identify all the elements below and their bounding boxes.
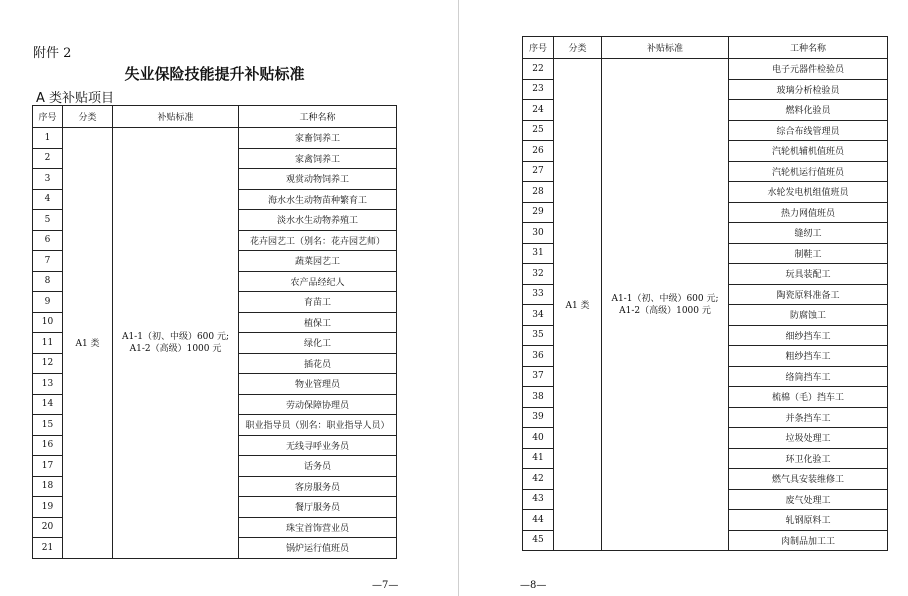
job-name: 梳棉（毛）挡车工 [729,387,888,408]
row-number: 9 [33,292,63,313]
row-number: 20 [33,517,63,538]
row-number: 44 [523,510,554,531]
standard-line: A1-1（初、中级）600 元; [121,331,230,342]
row-number: 32 [523,264,554,285]
table-row [523,59,888,80]
table-row [33,128,397,149]
job-name: 燃气具安装维修工 [729,469,888,490]
job-name: 育苗工 [239,292,397,313]
annex-label: 附件 2 [33,46,72,61]
section-heading: A 类补贴项目 [36,91,115,106]
job-name: 粗纱挡车工 [729,346,888,367]
job-name: 花卉园艺工（别名：花卉园艺师） [239,230,397,251]
job-name: 海水水生动物苗种繁育工 [239,189,397,210]
row-number: 13 [33,374,63,395]
subsidy-table-page-2 [522,36,888,551]
job-name: 家禽饲养工 [239,148,397,169]
header-no: 序号 [33,106,63,128]
table-header-row [33,106,397,128]
row-number: 24 [523,100,554,121]
row-number: 4 [33,189,63,210]
page-divider [458,0,459,596]
row-number: 45 [523,530,554,551]
row-number: 11 [33,333,63,354]
job-name: 综合布线管理员 [729,120,888,141]
row-number: 17 [33,456,63,477]
header-category: 分类 [554,37,602,59]
job-name: 并条挡车工 [729,407,888,428]
row-number: 41 [523,448,554,469]
row-number: 27 [523,161,554,182]
row-number: 15 [33,415,63,436]
standard-line: A1-2（高级）1000 元 [619,305,711,316]
header-standard: 补贴标准 [602,37,729,59]
row-number: 1 [33,128,63,149]
row-number: 36 [523,346,554,367]
category-cell: A1 类 [554,59,602,551]
row-number: 18 [33,476,63,497]
page-number: —8— [520,580,547,591]
job-name: 物业管理员 [239,374,397,395]
job-name: 燃料化验员 [729,100,888,121]
row-number: 34 [523,305,554,326]
row-number: 26 [523,141,554,162]
job-name: 农产品经纪人 [239,271,397,292]
row-number: 35 [523,325,554,346]
job-name: 水轮发电机组值班员 [729,182,888,203]
subsidy-table-page-1 [32,105,397,559]
job-name: 锅炉运行值班员 [239,538,397,559]
job-name: 植保工 [239,312,397,333]
row-number: 5 [33,210,63,231]
standard-line: A1-2（高级）1000 元 [129,343,222,354]
row-number: 33 [523,284,554,305]
job-name: 细纱挡车工 [729,325,888,346]
job-name: 玩具装配工 [729,264,888,285]
row-number: 42 [523,469,554,490]
job-name: 玻璃分析检验员 [729,79,888,100]
row-number: 37 [523,366,554,387]
job-name: 观赏动物饲养工 [239,169,397,190]
header-job: 工种名称 [239,106,397,128]
job-name: 职业指导员（别名：职业指导人员） [239,415,397,436]
row-number: 29 [523,202,554,223]
row-number: 23 [523,79,554,100]
row-number: 38 [523,387,554,408]
row-number: 12 [33,353,63,374]
row-number: 16 [33,435,63,456]
row-number: 10 [33,312,63,333]
row-number: 39 [523,407,554,428]
header-no: 序号 [523,37,554,59]
job-name: 无线寻呼业务员 [239,435,397,456]
table-header-row [523,37,888,59]
job-name: 汽轮机运行值班员 [729,161,888,182]
job-name: 络筒挡车工 [729,366,888,387]
row-number: 28 [523,182,554,203]
job-name: 珠宝首饰营业员 [239,517,397,538]
job-name: 电子元器件检验员 [729,59,888,80]
subsidy-standard-cell [602,59,729,551]
row-number: 30 [523,223,554,244]
job-name: 废气处理工 [729,489,888,510]
header-category: 分类 [63,106,113,128]
job-name: 陶瓷原料准备工 [729,284,888,305]
row-number: 25 [523,120,554,141]
subsidy-standard-cell [113,128,239,559]
standard-line: A1-1（初、中级）600 元; [611,293,719,304]
job-name: 热力网值班员 [729,202,888,223]
header-job: 工种名称 [729,37,888,59]
row-number: 8 [33,271,63,292]
job-name: 肉制品加工工 [729,530,888,551]
job-name: 蔬菜园艺工 [239,251,397,272]
job-name: 防腐蚀工 [729,305,888,326]
job-name: 劳动保障协理员 [239,394,397,415]
category-cell: A1 类 [63,128,113,559]
header-standard: 补贴标准 [113,106,239,128]
row-number: 2 [33,148,63,169]
row-number: 21 [33,538,63,559]
row-number: 14 [33,394,63,415]
row-number: 31 [523,243,554,264]
job-name: 淡水水生动物养殖工 [239,210,397,231]
row-number: 6 [33,230,63,251]
job-name: 垃圾处理工 [729,428,888,449]
job-name: 插花员 [239,353,397,374]
row-number: 40 [523,428,554,449]
row-number: 7 [33,251,63,272]
job-name: 缝纫工 [729,223,888,244]
job-name: 环卫化验工 [729,448,888,469]
job-name: 制鞋工 [729,243,888,264]
page-number: —7— [372,580,399,591]
row-number: 22 [523,59,554,80]
document-title: 失业保险技能提升补贴标准 [124,65,305,83]
job-name: 汽轮机辅机值班员 [729,141,888,162]
row-number: 3 [33,169,63,190]
row-number: 43 [523,489,554,510]
job-name: 餐厅服务员 [239,497,397,518]
job-name: 家畜饲养工 [239,128,397,149]
job-name: 轧钢原料工 [729,510,888,531]
job-name: 绿化工 [239,333,397,354]
job-name: 客房服务员 [239,476,397,497]
job-name: 话务员 [239,456,397,477]
row-number: 19 [33,497,63,518]
